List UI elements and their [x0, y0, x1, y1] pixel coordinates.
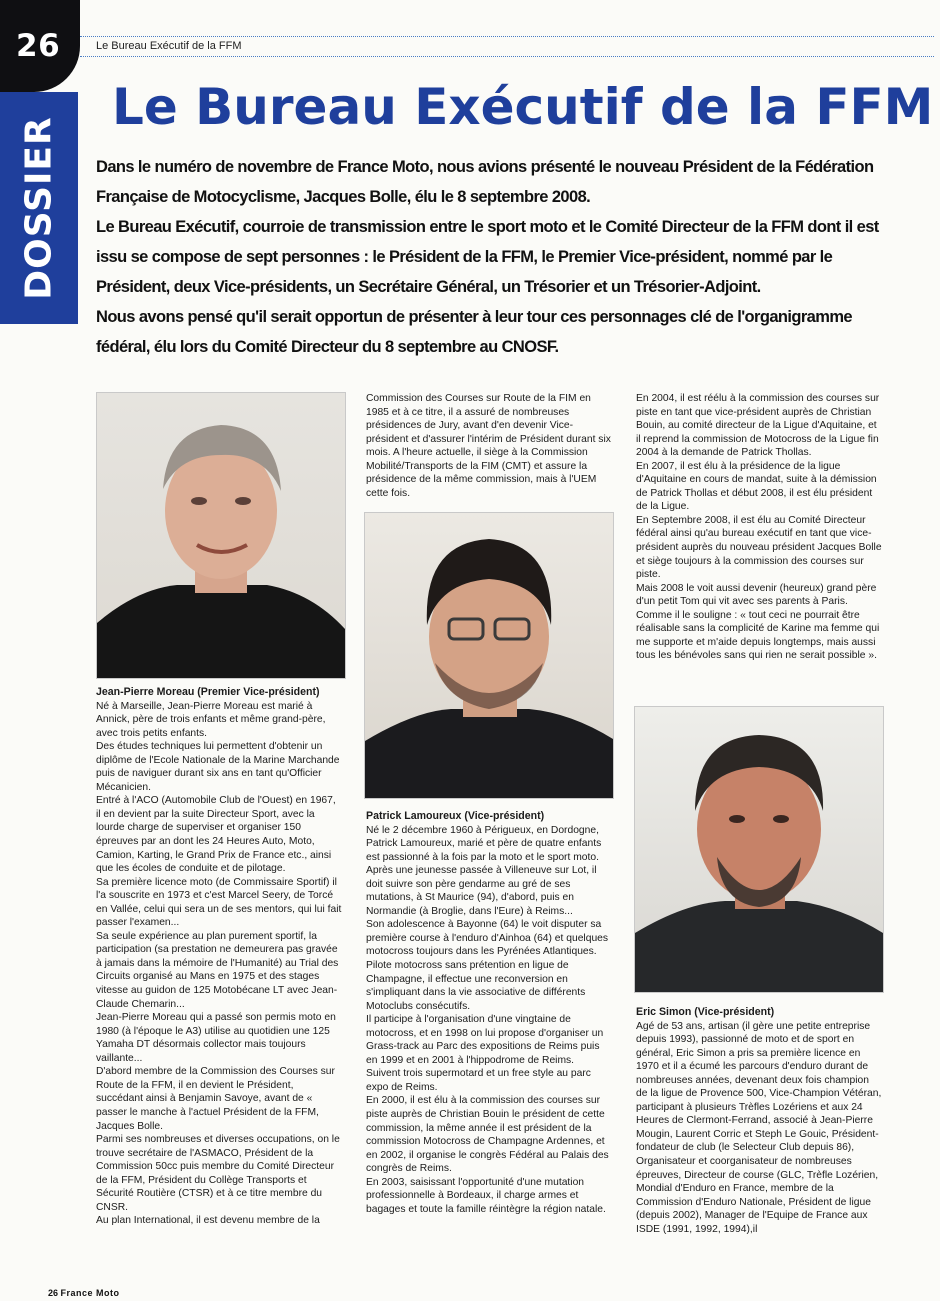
header-divider	[80, 36, 934, 37]
article-column-3-bottom	[636, 1006, 882, 1236]
photo-patrick-lamoureux	[364, 512, 614, 799]
body-paragraph: Né à Marseille, Jean-Pierre Moreau est marié à Annick, père de trois enfants et même grand-père, avec trois petits enfants.	[96, 700, 326, 739]
running-title: Le Bureau Exécutif de la FFM	[96, 40, 242, 52]
section-label: DOSSIER	[18, 116, 60, 300]
section-tab	[0, 92, 78, 324]
body-paragraph: Agé de 53 ans, artisan (il gère une petite entreprise depuis 1993), passionné de moto et de sport en général, Eric Simon a pris sa première licence en 1970 et il a écumé les parcours d'enduro durant de nombreuses années, devenant deux fois champion de la ligue de Provence 500, Vice-Champion Vétéran, participant à plusieurs Trèfles Lozériens et aux 24 Heures de Clermont-Ferrand, associé à Jean-Pierre Mougin, Laurent Corric et Steph Le Gouic, Président-fondateur de club (le Selecteur Club depuis 86), Organisateur et coorganisateur de nombreuses épreuves, Directeur de course (GLC, Trèfle Lozérien, Mondial d'Enduro en France, membre de la Commission d'Enduro Nationale, Président de ligue (depuis 2002), Manager de l'Equipe de France aux ISDE (1991, 1992, 1994),il	[636, 1020, 882, 1235]
footer-magazine-name: France Moto	[60, 1288, 120, 1298]
body-paragraph: Il participe à l'organisation d'une vingtaine de motocross, et en 1998 on lui propose d'organiser un Grass-track au Parc des expositions de Reims puis en 1999 et en 2001 à l'hippodrome de Reims.	[366, 1014, 604, 1066]
body-paragraph: Entré à l'ACO (Automobile Club de l'Ouest) en 1967, il en devient par la suite Directeur Sport, avec la lourde charge de superviser et organiser 150 épreuves par an dont les 24 Heures Auto, Moto, Camion, Karting, le Grand Prix de France etc., ainsi que les écoles de conduite et de pilotage.	[96, 795, 336, 875]
header-divider-bottom	[80, 56, 934, 57]
body-paragraph: Jean-Pierre Moreau qui a passé son permis moto en 1980 (à l'époque le A3) utilise au quotidien une 125 Yamaha DT désormais collector mais toujours vaillante...	[96, 1012, 336, 1064]
body-paragraph: En 2004, il est réélu à la commission des courses sur piste en tant que vice-président auprès de Christian Bouin, au comité directeur de la Ligue d'Aquitaine, et il reprend la commission de Motocross de la Ligue fin 2004 à la demande de Patrick Thollas.	[636, 393, 880, 459]
page-footer	[48, 1288, 120, 1298]
intro-paragraph: Nous avons pensé qu'il serait opportun de présenter à leur tour ces personnages clé de l'organigramme fédéral, élu lors du Comité Directeur du 8 septembre au CNOSF.	[96, 308, 852, 356]
body-paragraph: Des études techniques lui permettent d'obtenir un diplôme de l'Ecole Nationale de la Marine Marchande puis de naviguer durant six ans en tant qu'Officier Mécanicien.	[96, 741, 340, 793]
body-paragraph: Son adolescence à Bayonne (64) le voit disputer sa première course à l'enduro d'Ainhoa (64) et quelques motocross toujours dans les Pyrénées Atlantiques.	[366, 919, 609, 958]
body-paragraph: Né le 2 décembre 1960 à Périgueux, en Dordogne, Patrick Lamoureux, marié et père de quatre enfants est passionné à la fois par la moto et le sport moto. Après une jeunesse passée à Villeneuve sur Lot, il doit suivre son père gendarme au gré de ses mutations, à St Maurice (94), d'abord, puis en Normandie (à Broglie, dans l'Eure) à Reims...	[366, 824, 602, 917]
article-column-2-top	[366, 392, 612, 500]
article-title: Le Bureau Exécutif de la FFM	[112, 78, 934, 136]
photo-jean-pierre-moreau	[96, 392, 346, 679]
body-paragraph: Sa seule expérience au plan purement sportif, la participation (sa prestation ne demeurera pas gravée à jamais dans la mémoire de l'Humanité) au Trial des Circuits organisé au Mans en 1975 et des stages vitesse au guidon de 125 Motobécane LT avec Jean-Claude Chemarin...	[96, 930, 339, 1010]
intro-paragraph: Dans le numéro de novembre de France Moto, nous avions présenté le nouveau Président de la Fédération Française de Motocyclisme, Jacques Bolle, élu le 8 septembre 2008.	[96, 158, 874, 206]
article-column-1	[96, 686, 342, 1228]
person-name: Patrick Lamoureux (Vice-président)	[366, 810, 545, 822]
body-paragraph: D'abord membre de la Commission des Courses sur Route de la FFM, il en devient le Président, succédant ainsi à Benjamin Savoye, avant de « passer le manche à l'actuel Président de la FFM, Jacques Bolle.	[96, 1066, 335, 1132]
body-paragraph: Parmi ses nombreuses et diverses occupations, on le trouve secrétaire de l'ASMACO, Président de la Commission 50cc puis membre du Comité Directeur de la FFM, Président du Collège Transports et Sécurité Routière (CTSR) et à ce titre membre du CNSR.	[96, 1134, 340, 1213]
body-paragraph: En 2007, il est élu à la présidence de la ligue d'Aquitaine en cours de mandat, suite à la démission de Patrick Thollas et début 2008, il est élu président de la Ligue.	[636, 460, 877, 513]
body-paragraph: Commission des Courses sur Route de la FIM en 1985 et à ce titre, il a assuré de nombreuses présidences de Jury, avant d'en devenir Vice-président et d'assurer l'intérim de Président durant six mois. A l'heure actuelle, il siège à la Commission Mobilité/Transports de la FIM (CMT) et assure la présidence de la même commission, mais à l'UEM cette fois.	[366, 393, 611, 499]
footer-page-number: 26	[48, 1288, 59, 1298]
body-paragraph: En Septembre 2008, il est élu au Comité Directeur fédéral ainsi qu'au bureau exécutif en tant que vice-président auprès du nouveau président Jacques Bolle et siège toujours à la commission des courses sur piste.	[636, 514, 882, 581]
body-paragraph: En 2000, il est élu à la commission des courses sur piste auprès de Christian Bouin le président de cette commission, la même année il est président de la commission Motocross de Champagne Ardennes, et en 2002, il organise le congrès Fédéral au Palais des congrès de Reims.	[366, 1095, 609, 1175]
person-name: Eric Simon (Vice-président)	[636, 1006, 775, 1018]
photo-eric-simon	[634, 706, 884, 993]
body-paragraph: Au plan International, il est devenu membre de la	[96, 1215, 320, 1227]
person-name: Jean-Pierre Moreau (Premier Vice-président)	[96, 686, 320, 698]
article-column-2-bottom	[366, 810, 612, 1216]
page-number: 26	[16, 28, 61, 64]
page-number-badge	[0, 0, 80, 92]
body-paragraph: Sa première licence moto (de Commissaire Sportif) il l'a souscrite en 1973 et c'est Marcel Seery, de Torcé en Vallée, celui qui sera un de ses mentors, qui lui fait passer l'examen...	[96, 876, 342, 929]
intro-paragraph: Le Bureau Exécutif, courroie de transmission entre le sport moto et le Comité Directeur de la FFM dont il est issu se compose de sept personnes : le Président de la FFM, le Premier Vice-président, nommé par le Président, deux Vice-présidents, un Secrétaire Général, un Trésorier et un Trésorier-Adjoint.	[96, 218, 879, 296]
body-paragraph: Pilote motocross sans prétention en ligue de Champagne, il effectue une reconversion en s'impliquant dans la vie associative de différents Motoclubs consécutifs.	[366, 960, 586, 1012]
body-paragraph: Mais 2008 le voit aussi devenir (heureux) grand père d'un petit Tom qui vit avec ses parents à Paris. Comme il le souligne : « tout ceci ne pourrait être réalisable sans la complicité de Karine ma femme qui me supporte et m'aide depuis longtemps, mais aussi tous les bénévoles sans qui rien ne serait possible ».	[636, 582, 880, 662]
body-paragraph: En 2003, saisissant l'opportunité d'une mutation professionnelle à Bordeaux, il charge armes et bagages et toute la famille réintègre la région natale.	[366, 1176, 606, 1215]
body-paragraph: Suivent trois supermotard et un free style au parc expo de Reims.	[366, 1068, 591, 1093]
article-column-3-top	[636, 392, 882, 663]
intro-text	[96, 152, 886, 362]
